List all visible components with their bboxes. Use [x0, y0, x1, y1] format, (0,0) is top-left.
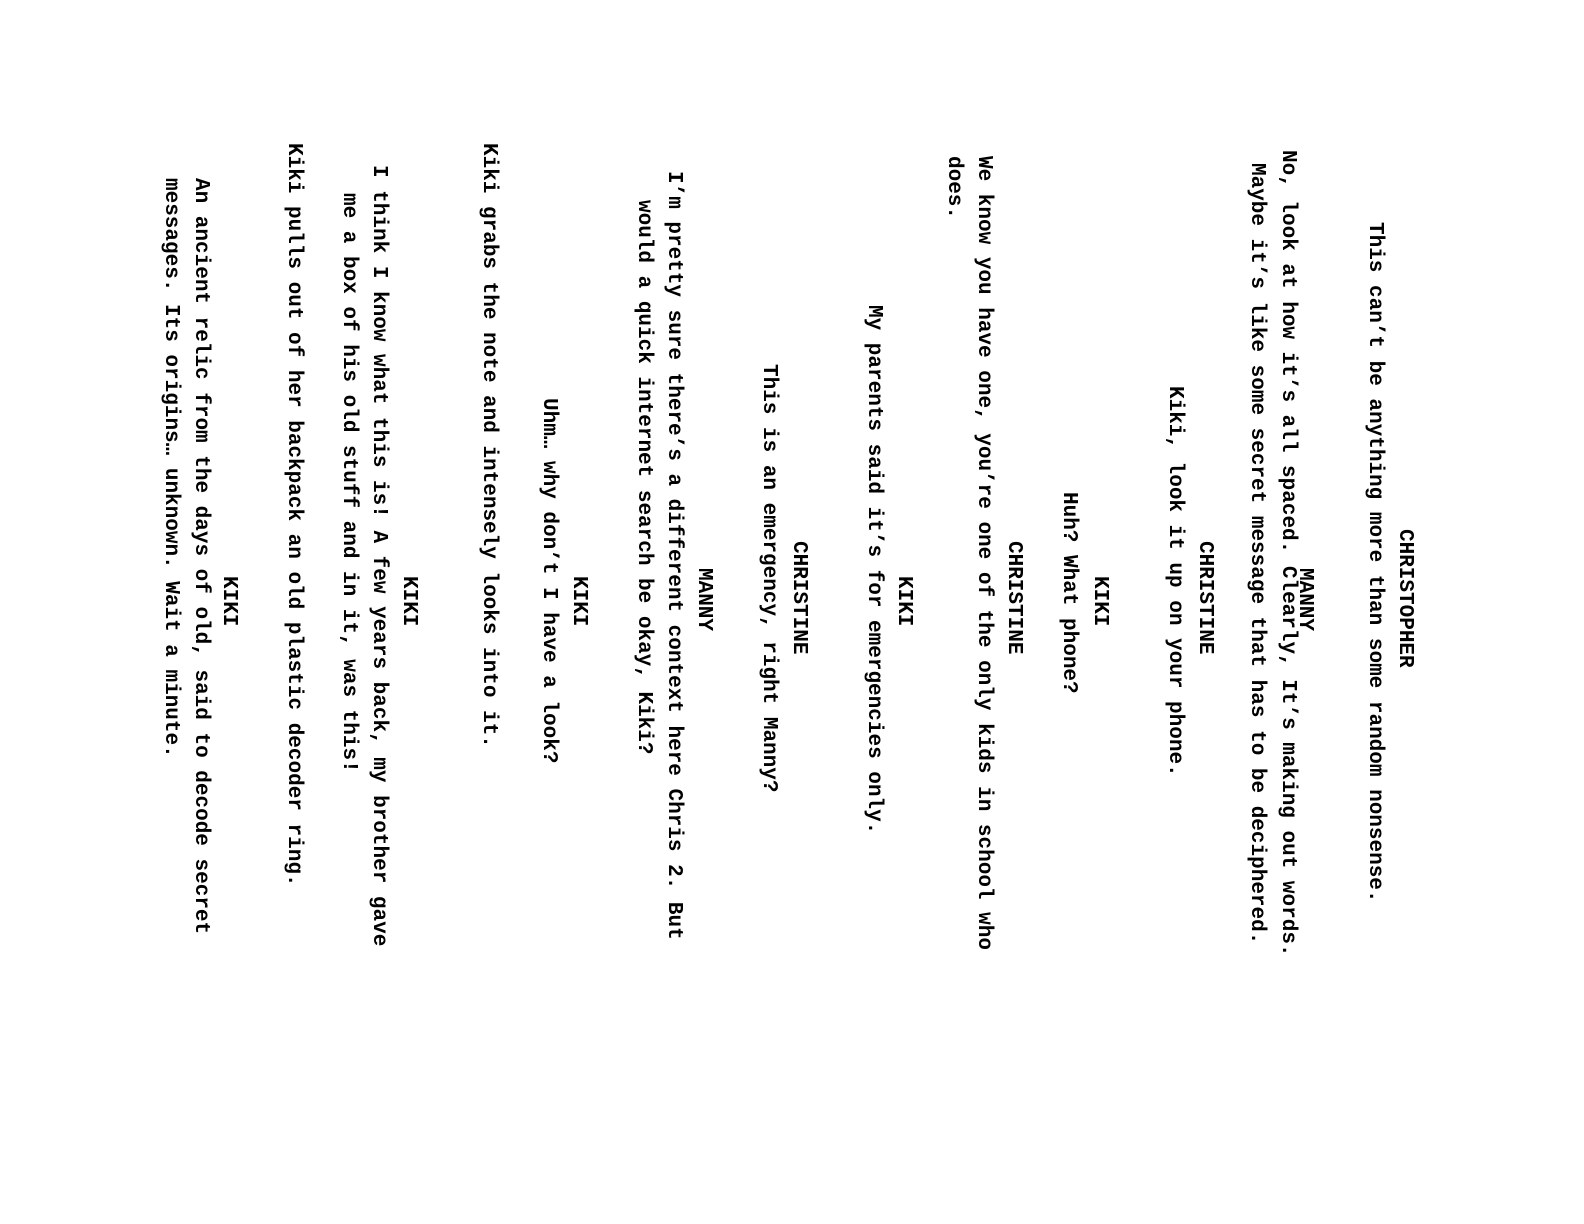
dialogue-line: messages. Its origins… unknown. Wait a minute.: [159, 178, 182, 758]
character-cue: KIKI: [217, 576, 240, 627]
dialogue-line: I’m pretty sure there’s a different context here Chris 2. But: [662, 171, 685, 940]
dialogue-line: me a box of his old stuff and in it, was this!: [337, 193, 360, 773]
dialogue-line: I think I know what this is! A few years back, my brother gave: [367, 165, 390, 947]
character-cue: CHRISTOPHER: [1393, 529, 1416, 668]
dialogue-line: An ancient relic from the days of old, said to decode secret: [189, 178, 212, 935]
action-line: Kiki grabs the note and intensely looks into it.: [477, 143, 500, 748]
dialogue-line: No, look at how it’s all spaced. Clearly, It’s making out words.: [1276, 150, 1299, 957]
dialogue-line: We know you have one, you’re one of the only kids in school who: [972, 156, 995, 950]
character-cue: KIKI: [892, 576, 915, 627]
character-cue: MANNY: [1293, 568, 1316, 632]
dialogue-line: This is an emergency, right Manny?: [757, 364, 780, 793]
dialogue-line: does.: [942, 156, 965, 220]
character-cue: MANNY: [692, 568, 715, 632]
character-cue: CHRISTINE: [1002, 541, 1025, 655]
dialogue-line: Huh? What phone?: [1057, 492, 1080, 694]
dialogue-line: Uhm… why don’t I have a look?: [537, 398, 560, 764]
dialogue-line: Kiki, look it up on your phone.: [1163, 386, 1186, 777]
character-cue: CHRISTINE: [787, 541, 810, 655]
dialogue-line: would a quick internet search be okay, Kiki?: [632, 200, 655, 755]
character-cue: KIKI: [397, 576, 420, 627]
dialogue-line: My parents said it’s for emergencies only.: [862, 305, 885, 835]
character-cue: KIKI: [1088, 576, 1111, 627]
dialogue-line: Maybe it’s like some secret message that has to be deciphered.: [1245, 163, 1268, 945]
character-cue: KIKI: [567, 576, 590, 627]
dialogue-line: This can’t be anything more than some random nonsense.: [1363, 222, 1386, 903]
action-line: Kiki pulls out of her backpack an old plastic decoder ring.: [282, 143, 305, 887]
character-cue: CHRISTINE: [1193, 541, 1216, 655]
